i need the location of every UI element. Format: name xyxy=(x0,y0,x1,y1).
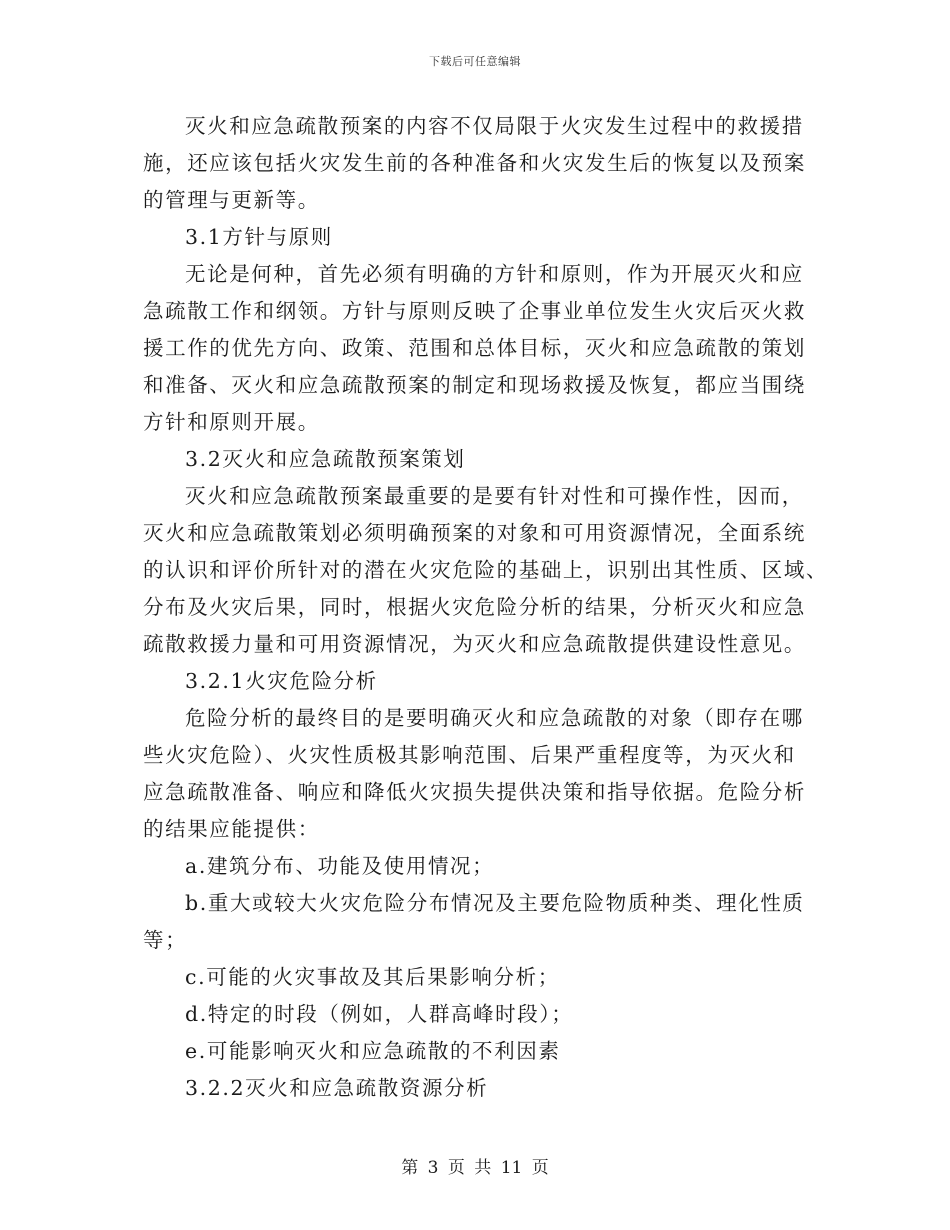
page-number: 第 3 页 共 11 页 xyxy=(401,1158,549,1178)
text-line: 应急疏散准备、响应和降低火灾损失提供决策和指导依据。危险分析 xyxy=(143,780,806,804)
page-header: 下载后可任意编辑 xyxy=(429,55,521,68)
text-line: 的结果应能提供： xyxy=(143,817,320,841)
section-heading: 3.2灭火和应急疏散预案策划 xyxy=(185,447,466,471)
text-line: 的管理与更新等。 xyxy=(143,188,320,212)
text-line: 援工作的优先方向、政策、范围和总体目标，灭火和应急疏散的策划 xyxy=(143,336,806,360)
text-line: 和准备、灭火和应急疏散预案的制定和现场救援及恢复，都应当围绕 xyxy=(143,373,806,397)
text-line: 些火灾危险）、火灾性质极其影响范围、后果严重程度等，为灭火和 xyxy=(143,743,796,767)
list-item: d.特定的时段（例如，人群高峰时段）； xyxy=(185,1002,574,1026)
section-heading: 3.1方针与原则 xyxy=(185,225,333,249)
text-line: 分布及火灾后果，同时，根据火灾危险分析的结果，分析灭火和应急 xyxy=(143,595,806,619)
list-item: c.可能的火灾事故及其后果影响分析； xyxy=(185,965,560,989)
list-item-continuation: 等； xyxy=(143,928,188,952)
text-line: 急疏散工作和纲领。方针与原则反映了企事业单位发生火灾后灭火救 xyxy=(143,299,806,323)
section-heading: 3.2.1火灾危险分析 xyxy=(185,669,378,693)
text-line: 灭火和应急疏散预案的内容不仅局限于火灾发生过程中的救援措 xyxy=(185,114,804,138)
text-line: 无论是何种，首先必须有明确的方针和原则，作为开展灭火和应 xyxy=(185,262,804,286)
list-item: a.建筑分布、功能及使用情况； xyxy=(185,854,495,878)
body-text xyxy=(143,108,829,1107)
text-line: 方针和原则开展。 xyxy=(143,410,320,434)
list-item: b.重大或较大火灾危险分布情况及主要危险物质种类、理化性质 xyxy=(185,891,805,915)
text-line: 疏散救援力量和可用资源情况，为灭火和应急疏散提供建设性意见。 xyxy=(143,632,806,656)
text-line: 施，还应该包括火灾发生前的各种准备和火灾发生后的恢复以及预案 xyxy=(143,151,806,175)
text-line: 危险分析的最终目的是要明确灭火和应急疏散的对象（即存在哪 xyxy=(185,706,804,730)
text-line: 灭火和应急疏散策划必须明确预案的对象和可用资源情况，全面系统 xyxy=(143,521,806,545)
text-line: 灭火和应急疏散预案最重要的是要有针对性和可操作性，因而， xyxy=(185,484,804,508)
text-line: 的认识和评价所针对的潜在火灾危险的基础上，识别出其性质、区域、 xyxy=(143,558,829,582)
list-item: e.可能影响灭火和应急疏散的不利因素 xyxy=(185,1039,561,1063)
section-heading: 3.2.2灭火和应急疏散资源分析 xyxy=(185,1076,489,1100)
